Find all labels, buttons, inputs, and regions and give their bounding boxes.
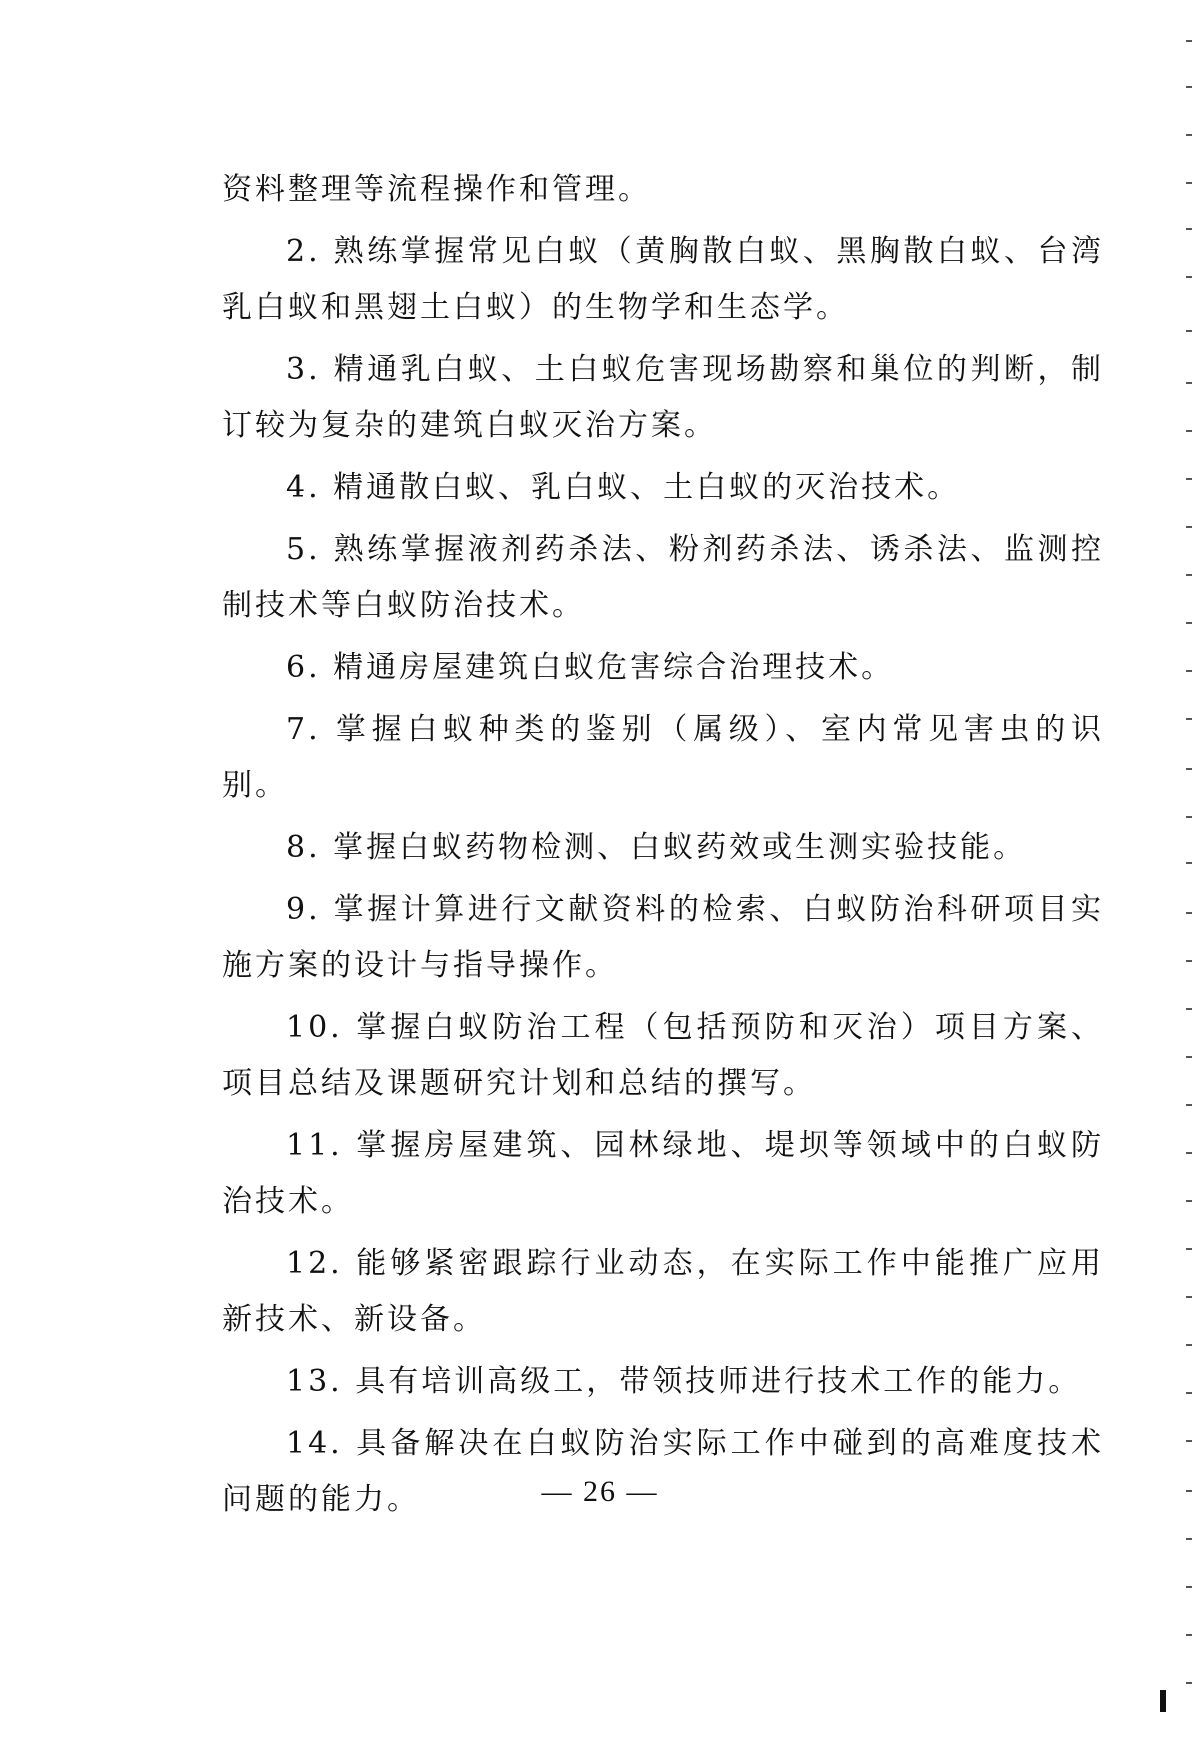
- edge-tick: [1186, 670, 1192, 672]
- edge-tick: [1186, 276, 1192, 278]
- edge-tick: [1186, 816, 1192, 818]
- paragraph-item-9: 9. 掌握计算进行文献资料的检索、白蚁防治科研项目实施方案的设计与指导操作。: [222, 892, 1104, 983]
- edge-tick: [1186, 526, 1192, 528]
- edge-tick: [1186, 960, 1192, 962]
- paragraph-item-10: 10. 掌握白蚁防治工程（包括预防和灭治）项目方案、项目总结及课题研究计划和总结的撰写。: [222, 1010, 1104, 1101]
- paragraph-item-13: 13. 具有培训高级工，带领技师进行技术工作的能力。: [286, 1364, 1082, 1399]
- edge-tick: [1186, 1056, 1192, 1058]
- edge-tick: [1186, 430, 1192, 432]
- edge-tick: [1186, 862, 1192, 864]
- paragraph-continued: 资料整理等流程操作和管理。: [222, 172, 651, 207]
- edge-tick: [1186, 86, 1192, 88]
- page-number: — 26 —: [541, 1475, 659, 1508]
- body-text: [222, 162, 1104, 1534]
- edge-tick: [1186, 330, 1192, 332]
- edge-tick: [1186, 382, 1192, 384]
- edge-tick: [1186, 1682, 1192, 1684]
- edge-tick: [1186, 134, 1192, 136]
- edge-tick: [1186, 1344, 1192, 1346]
- paragraph-item-8: 8. 掌握白蚁药物检测、白蚁药效或生测实验技能。: [286, 830, 1027, 865]
- edge-tick: [1186, 1392, 1192, 1394]
- edge-tick: [1186, 768, 1192, 770]
- scan-edge-marks: [1186, 0, 1192, 1754]
- edge-tick: [1186, 1586, 1192, 1588]
- edge-tick: [1186, 182, 1192, 184]
- edge-tick: [1186, 1538, 1192, 1540]
- edge-tick: [1186, 1152, 1192, 1154]
- edge-tick: [1186, 478, 1192, 480]
- edge-tick: [1186, 912, 1192, 914]
- paragraph-item-6: 6. 精通房屋建筑白蚁危害综合治理技术。: [286, 650, 895, 685]
- edge-tick: [1186, 1490, 1192, 1492]
- paragraph-item-12: 12. 能够紧密跟踪行业动态，在实际工作中能推广应用新技术、新设备。: [222, 1246, 1104, 1337]
- scan-artifact-bar: [1160, 1690, 1166, 1712]
- paragraph-item-7: 7. 掌握白蚁种类的鉴别（属级）、室内常见害虫的识别。: [222, 712, 1104, 803]
- edge-tick: [1186, 1104, 1192, 1106]
- edge-tick: [1186, 574, 1192, 576]
- edge-tick: [1186, 1008, 1192, 1010]
- edge-tick: [1186, 1440, 1192, 1442]
- paragraph-item-5: 5. 熟练掌握液剂药杀法、粉剂药杀法、诱杀法、监测控制技术等白蚁防治技术。: [222, 532, 1104, 623]
- edge-tick: [1186, 40, 1192, 42]
- edge-tick: [1186, 228, 1192, 230]
- paragraph-item-14: 14. 具备解决在白蚁防治实际工作中碰到的高难度技术问题的能力。: [222, 1426, 1104, 1517]
- paragraph-item-11: 11. 掌握房屋建筑、园林绿地、堤坝等领域中的白蚁防治技术。: [222, 1128, 1104, 1219]
- edge-tick: [1186, 622, 1192, 624]
- edge-tick: [1186, 1200, 1192, 1202]
- edge-tick: [1186, 1248, 1192, 1250]
- paragraph-item-3: 3. 精通乳白蚁、土白蚁危害现场勘察和巢位的判断，制订较为复杂的建筑白蚁灭治方案。: [222, 352, 1104, 443]
- edge-tick: [1186, 1296, 1192, 1298]
- paragraph-item-2: 2. 熟练掌握常见白蚁（黄胸散白蚁、黑胸散白蚁、台湾乳白蚁和黑翅土白蚁）的生物学和生态学。: [222, 234, 1104, 325]
- edge-tick: [1186, 1634, 1192, 1636]
- paragraph-item-4: 4. 精通散白蚁、乳白蚁、土白蚁的灭治技术。: [286, 470, 961, 505]
- edge-tick: [1186, 718, 1192, 720]
